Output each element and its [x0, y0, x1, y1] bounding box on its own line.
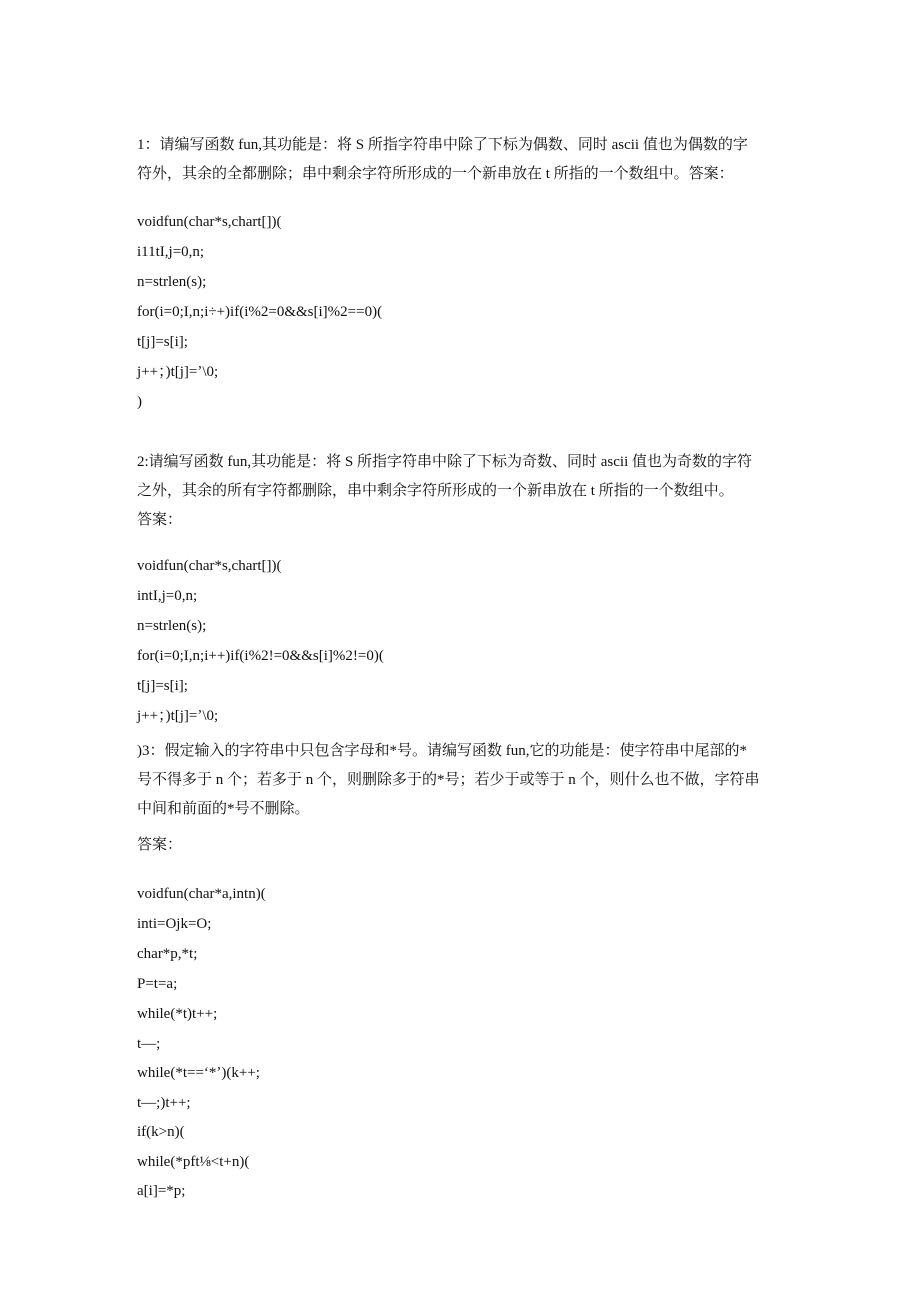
q3-code-line: while(*t)t++; [137, 1006, 218, 1022]
q3-code-line: P=t=a; [137, 976, 178, 992]
q1-code-line: for(i=0;I,n;i÷+)if(i%2=0&&s[i]%2==0)( [137, 304, 383, 320]
question-3-line-1: )3：假定输入的字符串中只包含字母和*号。请编写函数 fun,它的功能是：使字符串中尾部的* [137, 743, 747, 759]
q1-code-line: i11tI,j=0,n; [137, 244, 205, 260]
q2-code-line: intI,j=0,n; [137, 588, 198, 604]
question-2-line-1: 2:请编写函数 fun,其功能是：将 S 所指字符串中除了下标为奇数、同时 ascii 值也为奇数的字符 [137, 454, 752, 470]
q3-code-line: inti=Ojk=O; [137, 916, 212, 932]
q3-code-line: while(*pft⅛<t+n)( [137, 1154, 250, 1170]
q3-code-line: a[i]=*p; [137, 1183, 186, 1199]
question-2-text [137, 448, 782, 535]
q3-code-line: voidfun(char*a,intn)( [137, 886, 266, 902]
question-3-line-2: 号不得多于 n 个；若多于 n 个，则删除多于的*号；若少于或等于 n 个，则什么也不做，字符串 [137, 772, 760, 788]
q2-code-line: j++；)t[j]=ʼ\0; [137, 708, 219, 724]
q2-code-line: t[j]=s[i]; [137, 678, 188, 694]
q1-code-line: j++；)t[j]=ʼ\0; [137, 364, 219, 380]
q3-code-line: char*p,*t; [137, 946, 198, 962]
q3-code-line: t—; [137, 1036, 161, 1052]
question-3-text [137, 737, 782, 824]
question-1-text [137, 131, 782, 189]
question-1-line-2: 符外，其余的全都删除；串中剩余字符所形成的一个新串放在 t 所指的一个数组中。答案： [137, 166, 734, 182]
question-1-line-1: 1：请编写函数 fun,其功能是：将 S 所指字符串中除了下标为偶数、同时 ascii 值也为偶数的字 [137, 137, 748, 153]
q1-code-line: n=strlen(s); [137, 274, 207, 290]
q3-code-line: t—;)t++; [137, 1095, 191, 1111]
q3-code-line: if(k>n)( [137, 1124, 185, 1140]
q2-code-line: for(i=0;I,n;i++)if(i%2!=0&&s[i]%2!=0)( [137, 648, 384, 664]
question-3-answer-label: 答案： [137, 837, 183, 853]
q1-code-line: ) [137, 394, 142, 410]
q2-code-line: n=strlen(s); [137, 618, 207, 634]
question-2-line-2: 之外，其余的所有字符都删除，串中剩余字符所形成的一个新串放在 t 所指的一个数组中。 [137, 483, 734, 499]
q2-code-line: voidfun(char*s,chart[])( [137, 558, 282, 574]
q3-code-line: while(*t==ʻ*ʼ)(k++; [137, 1065, 260, 1081]
question-2-answer-label: 答案： [137, 512, 183, 528]
q1-code-line: voidfun(char*s,chart[])( [137, 214, 282, 230]
question-3-line-3: 中间和前面的*号不删除。 [137, 801, 310, 817]
q1-code-line: t[j]=s[i]; [137, 334, 188, 350]
